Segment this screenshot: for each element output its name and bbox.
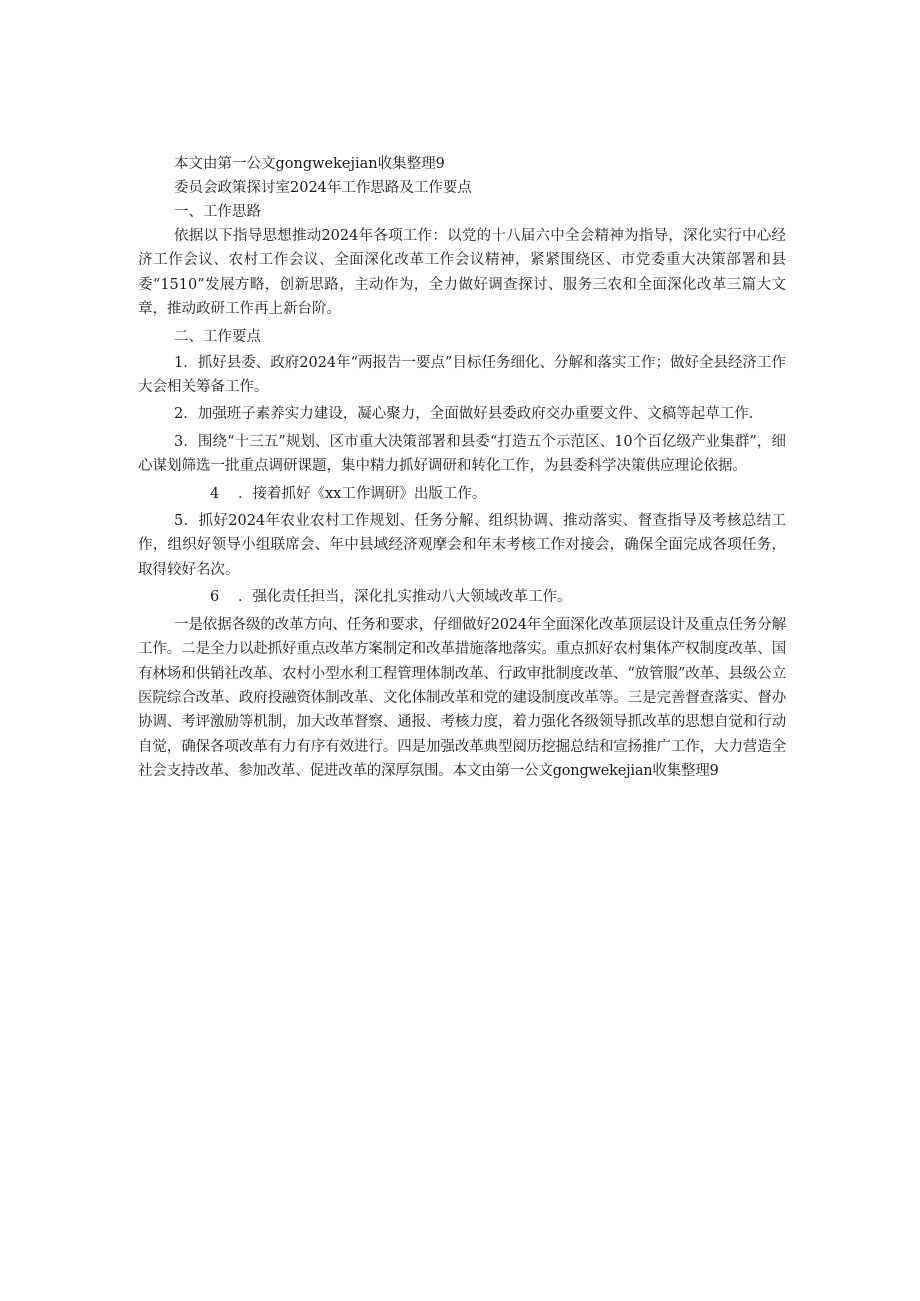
document-body [138, 152, 786, 787]
source-note: 本文由第一公文gongwekejian收集整理9 [174, 156, 445, 172]
item-number: 2 [174, 406, 184, 423]
item-number: 3 [174, 433, 184, 450]
item-number: 5 [174, 513, 184, 530]
item-text: ．加强班子素养实力建设，凝心聚力，全面做好县委政府交办重要文件、文稿等起草工作. [183, 406, 754, 423]
item-text: ．接着抓好《xx工作调研》出版工作。 [238, 485, 487, 502]
section-paragraph-ideas: 依据以下指导思想推动2024年各项工作：以党的十八届六中全会精神为指导，深化实行中心经济工作会议、农村工作会议、全面深化改革工作会议精神，紧紧围绕区、市党委重大决策部署和县委“1510”发展方略，创新思路，主动作为，全力做好调查探讨、服务三农和全面深化改革三篇大文章，推动政研工作再上新台阶。 [138, 228, 786, 318]
work-item-6 [138, 585, 786, 609]
item-text: ．强化责任担当，深化扎实推动八大领域改革工作。 [238, 589, 572, 606]
work-item-4 [138, 482, 786, 506]
section-heading-points: 二、工作要点 [174, 328, 261, 345]
item-text: ．抓好2024年农业农村工作规划、任务分解、组织协调、推动落实、督查指导及考核总结工作，组织好领导小组联席会、年中县域经济观摩会和年末考核工作对接会，确保全面完成各项任务，取得较好名次。 [138, 513, 786, 578]
closing-paragraph: 一是依据各级的改革方向、任务和要求，仔细做好2024年全面深化改革顶层设计及重点任务分解工作。二是全力以赴抓好重点改革方案制定和改革措施落地落实。重点抓好农村集体产权制度改革、国有林场和供销社改革、农村小型水利工程管理体制改革、行政审批制度改革、“放管服”改革、县级公立医院综合改革、政府投融资体制改革、文化体制改革和党的建设制度改革等。三是完善督查落实、督办协调、考评激励等机制，加大改革督察、通报、考核力度，着力强化各级领导抓改革的思想自觉和行动自觉，确保各项改革有力有序有效进行。四是加强改革典型阅历挖掘总结和宣扬推广工作，大力营造全社会支持改革、参加改革、促进改革的深厚氛围。本文由第一公文gongwekejian收集整理9 [138, 616, 786, 780]
section-heading-ideas: 一、工作思路 [174, 204, 261, 220]
item-number: 6 [210, 589, 220, 606]
item-text: ．抓好县委、政府2024年“两报告一要点”目标任务细化、分解和落实工作；做好全县经济工作大会相关筹备工作。 [138, 354, 786, 396]
work-item-5 [138, 509, 786, 582]
work-item-2 [138, 402, 786, 426]
item-text: ．围绕“十三五”规划、区市重大决策部署和县委“打造五个示范区、10个百亿级产业集群”，细心谋划筛选一批重点调研课题，集中精力抓好调研和转化工作，为县委科学决策供应理论依据。 [138, 433, 786, 475]
item-number: 4 [210, 485, 220, 502]
document-title: 委员会政策探讨室2024年工作思路及工作要点 [174, 180, 472, 196]
work-item-1 [138, 351, 786, 400]
item-number: 1 [174, 354, 184, 371]
work-item-3 [138, 430, 786, 479]
